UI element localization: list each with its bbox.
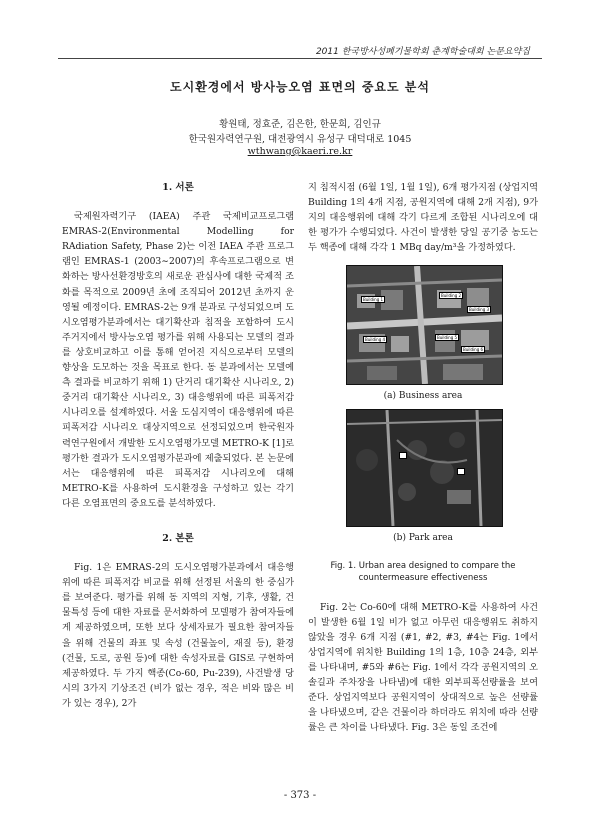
figure-caption	[308, 560, 538, 584]
building-label: Building 2	[441, 293, 462, 299]
right-paragraph-2: Fig. 2는 Co-60에 대해 METRO-K를 사용하여 사건이 발생한 6월 1일 비가 없고 아무런 대응행위도 취하지 않았을 경우 6개 지점 (#1, #2, #3, #4는 Fig. 1에서 상업지역에 위치한 Building 1의 1층, 10층 24층, 외부를 나타내며, #5와 #6는 Fig. 1에서 각각 공원지역의 오솔길과 주차장을 나타냄)에 대한 외부피폭선량률을 보여준다. 상업지역보다 공원지역이 상대적으로 높은 선량률을 나타냈으며, 같은 건물이라 하더라도 위치에 따라 선량률은 큰 차이를 나타냈다. Fig. 3은 동일 조건에	[308, 601, 538, 734]
conference-header: 2011 한국방사성폐기물학회 춘계학술대회 논문요약집	[315, 47, 530, 57]
assessment-point-marker	[457, 468, 465, 475]
figure-sub-caption-a: (a) Business area	[383, 391, 463, 402]
left-column	[62, 180, 294, 711]
park-area-map	[347, 410, 502, 526]
right-paragraph-1: 지 침적시점 (6월 1일, 1월 1일), 6개 평가지점 (상업지역 Building 1의 4개 지점, 공원지역에 대해 2개 지점), 9가지의 대응행위에 대해 각기 다르게 조합된 시나리오에 대한 평가가 수행되었다. 사건이 발생한 당일 공기중 농도는 두 핵종에 대해 각각 1 MBq day/m³을 가정하였다.	[308, 182, 538, 254]
figure-sub-caption-b: (b) Park area	[393, 532, 453, 543]
section1-heading: 1. 서론	[162, 182, 194, 193]
email-link[interactable]: wthwang@kaeri.re.kr	[247, 146, 353, 157]
figure-caption-line1: Fig. 1. Urban area designed to compare the	[330, 560, 516, 571]
section2-paragraph: Fig. 1은 EMRAS-2의 도시오염평가분과에서 대응행위에 따른 피폭저감 비교를 위해 선정된 서울의 한 중심가를 보여준다. 평가를 위해 동 지역의 지형, 기후, 생활, 건물특성 등에 대한 자료를 문서화하여 모델평가 참여자들에게 제공하였으며, 또한 보다 상세자료가 필요한 참여자들을 위해 건물의 좌표 및 속성 (건물높이, 재질 등), 환경 (건물, 도로, 공원 등)에 대한 속성자료를 GIS로 구현하여 제공하였다. 두 가지 핵종(Co-60, Pu-239), 사건발생 당시의 3가지 기상조건 (비가 없는 경우, 적은 비와 많은 비가 있는 경우), 2가	[62, 562, 294, 709]
section1-paragraph: 국제원자력기구 (IAEA) 주관 국제비교프로그램 EMRAS-2(Environmental Modelling for RAdiation Safety, Phase 2)는 이전 IAEA 주관 프로그램인 EMRAS-1 (2003∼2007)의 후속프로그램으로 변화하는 방사선환경방호의 새로운 관심사에 대한 국제적 조화를 목적으로 2009년 초에 조직되어 2012년 초까지 운영될 예정이다. EMRAS-2는 9개 분과로 구성되었으며 도시오염평가분과에서는 대기확산과 침적을 포함하여 도시 주거지에서 방사능오염 평가를 위해 사용되는 모델의 결과를 상호비교하고 이를 통해 얻어진 지식으로부터 모델의 향상을 도모하는 것을 목표로 한다. 동 분과에서는 모델예측 결과를 비교하기 위해 1) 단거리 대기확산 시나리오, 2) 중거리 대기확산 시나리오, 3) 대응행위에 따른 피폭저감 시나리오를 설계하였다. 서울 도심지역이 대응행위에 따른 피폭저감 시나리오 대상지역으로 선정되었으며 한국원자력연구원에서 개발한 도시오염평가모델 METRO-K [1]로 평가한 결과가 도시오염평가분과에 제출되었다. 본 논문에서는 대응행위에 따른 피폭저감 시나리오에 대해 METRO-K를 사용하여 도시환경을 구성하고 있는 각기 다른 오염표면의 중요도를 분석하였다.	[62, 211, 294, 509]
building-label: Building 1	[363, 297, 384, 303]
section2-heading: 2. 본론	[162, 532, 194, 544]
building-label: Building 5	[437, 335, 458, 341]
authors: 황원태, 정효준, 김은한, 한문희, 김인규	[219, 119, 381, 130]
building-label: Building 6	[463, 347, 484, 353]
affiliation: 한국원자력연구원, 대전광역시 유성구 대덕대로 1045	[188, 134, 412, 145]
building-label: Building 4	[365, 337, 386, 343]
business-area-aerial-image	[346, 265, 503, 385]
business-area-map	[347, 266, 502, 384]
header-rule	[58, 58, 542, 59]
park-area-aerial-image	[346, 409, 503, 527]
assessment-point-marker	[399, 452, 407, 459]
figure-caption-line2: countermeasure effectiveness	[358, 572, 488, 583]
right-column	[308, 180, 538, 736]
paper-title: 도시환경에서 방사능오염 표면의 중요도 분석	[170, 80, 430, 94]
page-number: - 373 -	[283, 790, 317, 801]
building-label: Building 3	[469, 307, 490, 313]
